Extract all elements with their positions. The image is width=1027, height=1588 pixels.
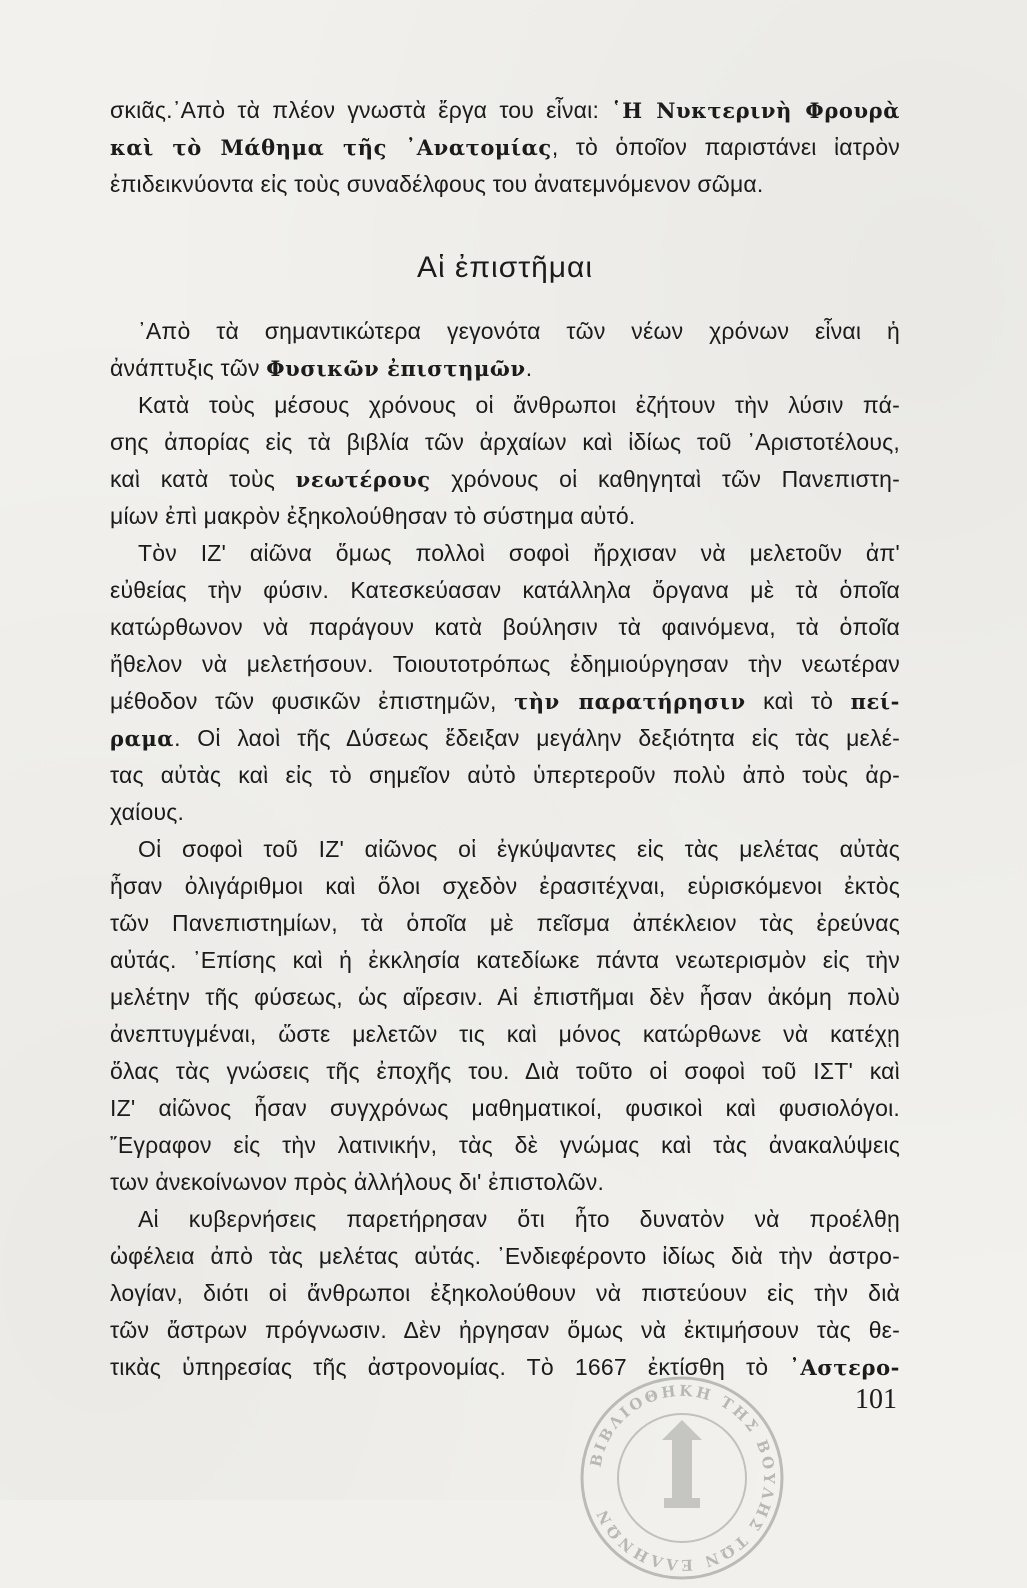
text-line [110,868,900,905]
text-line [110,424,900,461]
text-line [110,1312,900,1349]
text-line [110,942,900,979]
bold-text: καὶ τὸ Μάθημα τῆς ᾿Ανατομίας [110,135,552,160]
text-line [110,461,900,498]
text-line [110,1201,900,1238]
text-run: μέθοδον τῶν φυσικῶν ἐπιστημῶν, [110,688,515,714]
text-run: ὠφέλεια ἀπὸ τὰς μελέτας αὐτάς. ᾿Ενδιεφέροντο ἰδίως διὰ τὴν ἀστρο- [110,1243,900,1269]
text-line [110,1127,900,1164]
text-line [110,1164,900,1201]
opening-paragraph [110,92,900,203]
bold-text: ραμα [110,726,175,751]
text-run: τικὰς ὑπηρεσίας τῆς ἀστρονομίας. Τὸ 1667 ἐκτίσθη τὸ [110,1354,790,1380]
bold-text: Φυσικῶν ἐπιστημῶν [266,356,526,381]
text-line [110,720,900,757]
text-line [110,313,900,350]
text-run: σκιᾶς.᾿Απὸ τὰ πλέον γνωστὰ ἔργα του εἶναι: [110,97,612,123]
bold-text: πεί- [850,689,900,714]
text-run: κατώρθωνον νὰ παράγουν κατὰ βούλησιν τὰ φαινόμενα, τὰ ὁποῖα [110,614,900,640]
text-run: καὶ κατὰ τοὺς [110,466,296,492]
body-paragraphs [110,313,900,1386]
text-run: τῶν ἄστρων πρόγνωσιν. Δὲν ἠργησαν ὅμως νὰ ἐκτιμήσουν τὰς θε- [110,1317,900,1343]
text-line [110,1016,900,1053]
text-run: μελέτην τῆς φύσεως, ὡς αἵρεσιν. Αἱ ἐπιστῆμαι δὲν ἦσαν ἀκόμη πολὺ [110,984,900,1010]
text-line [110,1275,900,1312]
stamp-text: ΒΙΒΛΙΟΘΗΚΗ ΤΗΣ ΒΟΥΛΗΣ ΤΩΝ ΕΛΛΗΝΩΝ [586,1381,779,1575]
text-run: ὅλας τὰς γνώσεις τῆς ἐποχῆς του. Διὰ τοῦτο οἱ σοφοὶ τοῦ ΙΣΤ' καὶ [110,1058,900,1084]
text-line [110,1053,900,1090]
text-line [110,535,900,572]
text-run: χαίους. [110,799,185,825]
text-line [110,609,900,646]
text-line [110,683,900,720]
text-run: ἦσαν ὀλιγάριθμοι καὶ ὅλοι σχεδὸν ἐρασιτέχναι, εὑρισκόμενοι ἐκτὸς [110,873,900,899]
text-run: ῎Εγραφον εἰς τὴν λατινικήν, τὰς δὲ γνώμας καὶ τὰς ἀνακαλύψεις [110,1132,900,1158]
text-run: ἤθελον νὰ μελετήσουν. Τοιουτοτρόπως ἐδημιούργησαν τὴν νεωτέραν [110,651,900,677]
section-heading: Αἱ ἐπιστῆμαι [416,251,594,284]
text-line [110,387,900,424]
text-run: ἐπιδεικνύοντα εἰς τοὺς συναδέλφους του ἀνατεμνόμενον σῶμα. [110,171,764,197]
text-run: καὶ τὸ [745,688,851,714]
page-number: 101 [855,1384,897,1415]
text-line [110,831,900,868]
text-run: χρόνους οἱ καθηγηταὶ τῶν Πανεπιστη- [430,466,900,492]
text-run: αὐτάς. ᾿Επίσης καὶ ἡ ἐκκλησία κατεδίωκε πάντα νεωτερισμὸν εἰς τὴν [110,947,900,973]
text-run: ΙΖ' αἰῶνος ἦσαν συγχρόνως μαθηματικοί, φυσικοὶ καὶ φυσιολόγοι. [110,1095,900,1121]
text-line [110,498,900,535]
bold-text: ᾿Αστερο- [789,1355,900,1380]
library-stamp [572,1368,792,1588]
text-line [110,794,900,831]
bold-text: ῾Η Νυκτερινὴ Φρουρὰ [611,98,900,123]
bold-text: τὴν παρατήρησιν [514,689,746,714]
text-run: τῶν Πανεπιστημίων, τὰ ὁποῖα μὲ πεῖσμα ἀπέκλειον τὰς ἐρεύνας [110,910,900,936]
text-run: μίων ἐπὶ μακρὸν ἐξηκολούθησαν τὸ σύστημα αὐτό. [110,503,636,529]
stamp-emblem-icon [662,1420,702,1508]
text-run: Τὸν ΙΖ' αἰῶνα ὅμως πολλοὶ σοφοὶ ἤρχισαν νὰ μελετοῦν ἀπ' [138,540,900,566]
text-line [110,1238,900,1275]
text-line [110,92,900,129]
text-run: Οἱ σοφοὶ τοῦ ΙΖ' αἰῶνος οἱ ἐγκύψαντες εἰς τὰς μελέτας αὐτὰς [138,836,900,862]
text-run: ἀνάπτυξις τῶν [110,355,267,381]
text-run: εὐθείας τὴν φύσιν. Κατεσκεύασαν κατάλληλα ὄργανα μὲ τὰ ὁποῖα [110,577,900,603]
text-run: τας αὐτὰς καὶ εἰς τὸ σημεῖον αὐτὸ ὑπερτεροῦν πολὺ ἀπὸ τοὺς ἀρ- [110,762,900,788]
text-run: , τὸ ὁποῖον παριστάνει ἰατρὸν [551,134,901,160]
text-run: Αἱ κυβερνήσεις παρετήρησαν ὅτι ἦτο δυνατὸν νὰ προέλθῃ [138,1206,900,1232]
text-run: . Οἱ λαοὶ τῆς Δύσεως ἔδειξαν μεγάλην δεξιότητα εἰς τὰς μελέ- [174,725,900,751]
text-line [110,572,900,609]
text-line [110,1090,900,1127]
text-line [110,757,900,794]
bold-text: νεωτέρους [295,467,431,492]
text-line [110,350,900,387]
text-run: των ἀνεκοίνωνον πρὸς ἀλλήλους δι' ἐπιστολῶν. [110,1169,605,1195]
text-line [110,129,900,166]
text-line [110,979,900,1016]
text-line [110,646,900,683]
text-run: λογίαν, διότι οἱ ἄνθρωποι ἐξηκολούθουν νὰ πιστεύουν εἰς τὴν διὰ [110,1280,900,1306]
text-block [110,92,900,1386]
text-run: . [525,355,533,381]
text-run: ᾿Απὸ τὰ σημαντικώτερα γεγονότα τῶν νέων χρόνων εἶναι ἡ [138,318,900,344]
text-line [110,905,900,942]
text-run: Κατὰ τοὺς μέσους χρόνους οἱ ἄνθρωποι ἐζήτουν τὴν λύσιν πά- [138,392,900,418]
text-run: σης ἀπορίας εἰς τὰ βιβλία τῶν ἀρχαίων καὶ ἰδίως τοῦ ᾿Αριστοτέλους, [110,429,900,455]
text-run: ἀνεπτυγμέναι, ὥστε μελετῶν τις καὶ μόνος κατώρθωνε νὰ κατέχῃ [110,1021,900,1047]
text-line [110,166,900,203]
